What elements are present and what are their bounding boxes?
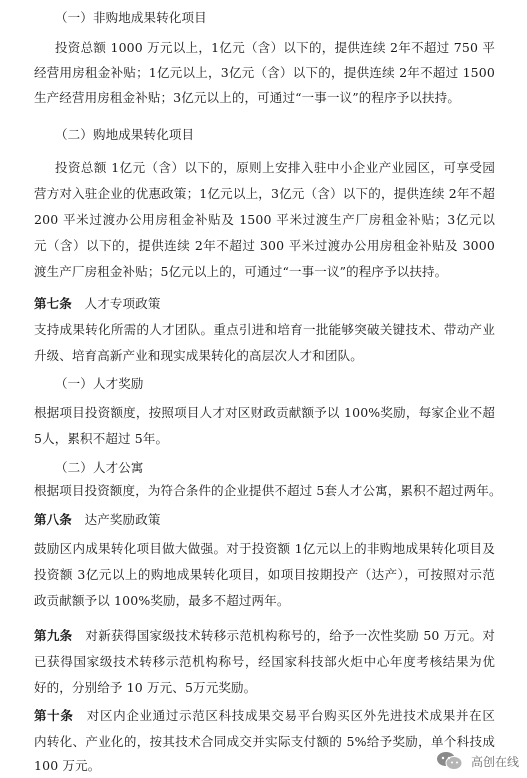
- article-number: 第十条: [34, 708, 74, 723]
- text-line: [34, 90, 460, 106]
- article-line: [34, 628, 495, 644]
- line-text: 好的，分别给予 10 万元、5万元奖励。: [34, 680, 257, 695]
- text-line: [34, 734, 495, 750]
- line-text: 元（含）以下的，提供连续 2年不超过 300 平米过渡办公用房租金补贴及 3000: [34, 238, 495, 253]
- line-text: 投资额 3亿元以上的购地成果转化项目，如项目按期投产（达产），可按照对示范: [34, 567, 495, 582]
- article-line: [34, 296, 161, 312]
- article-line: [34, 708, 495, 724]
- text-line: [34, 593, 290, 609]
- wechat-icon: [435, 750, 465, 772]
- line-text: 200 平米过渡办公用房租金补贴及 1500 平米过渡生产厂房租金补贴；3亿元以: [34, 212, 495, 227]
- line-text: 达产奖励政策: [84, 512, 161, 527]
- line-text: （二）人才公寓: [55, 460, 144, 475]
- text-line: [34, 758, 100, 774]
- line-text: （一）非购地成果转化项目: [55, 10, 207, 25]
- watermark-text: 高创在线: [470, 754, 519, 769]
- line-text: 已获得国家级技术转移示范机构称号，经国家科技部火炬中心年度考核结果为优: [34, 654, 495, 669]
- line-text: 经营用房租金补贴；1亿元以上，3亿元（含）以下的，提供连续 2年不超过 1500: [34, 65, 495, 80]
- line-text: 对区内企业通过示范区科技成果交易平台购买区外先进技术成果并在区: [86, 708, 495, 723]
- line-text: 根据项目投资额度，按照项目人才对区财政贡献额予以 100%奖励，每家企业不超: [34, 405, 495, 420]
- line-text: 投资总额 1000 万元以上，1亿元（含）以下的，提供连续 2年不超过 750 平: [55, 40, 495, 55]
- text-line: [34, 348, 363, 364]
- article-number: 第九条: [34, 628, 73, 643]
- text-line: [34, 65, 495, 81]
- text-line: [34, 264, 447, 280]
- text-line: [34, 483, 502, 499]
- text-line: [34, 654, 495, 670]
- text-line: [55, 40, 495, 56]
- line-text: （一）人才奖励: [55, 376, 144, 391]
- text-line: [34, 541, 495, 557]
- article-number: 第七条: [34, 296, 72, 311]
- line-text: 对新获得国家级技术转移示范机构称号的，给予一次性奖励 50 万元。对: [85, 628, 495, 643]
- line-text: 5人，累积不超过 5年。: [34, 431, 169, 446]
- watermark: [435, 750, 519, 772]
- text-line: [34, 186, 495, 202]
- article-line: [34, 512, 161, 528]
- text-line: [55, 460, 144, 476]
- line-text: 根据项目投资额度，为符合条件的企业提供不超过 5套人才公寓，累积不超过两年。: [34, 483, 502, 498]
- article-number: 第八条: [34, 512, 72, 527]
- line-text: 支持成果转化所需的人才团队。重点引进和培育一批能够突破关键技术、带动产业: [34, 322, 495, 337]
- line-text: 内转化、产业化的，按其技术合同成交并实际支付额的 5%给予奖励，单个科技成: [34, 734, 495, 749]
- text-line: [34, 322, 495, 338]
- line-text: 渡生产厂房租金补贴；5亿元以上的，可通过“一事一议”的程序予以扶持。: [34, 264, 448, 279]
- text-line: [34, 405, 495, 421]
- line-text: 投资总额 1亿元（含）以下的，原则上安排入驻中小企业产业园区，可享受园: [55, 160, 495, 175]
- text-line: [55, 127, 194, 143]
- line-text: 营方对入驻企业的优惠政策；1亿元以上，3亿元（含）以下的，提供连续 2年不超: [34, 186, 495, 201]
- line-text: 鼓励区内成果转化项目做大做强。对于投资额 1亿元以上的非购地成果转化项目及: [34, 541, 495, 556]
- line-text: 人才专项政策: [84, 296, 161, 311]
- line-text: 升级、培育高新产业和现实成果转化的高层次人才和团队。: [34, 348, 363, 363]
- line-text: （二）购地成果转化项目: [55, 127, 195, 142]
- text-line: [55, 376, 144, 392]
- line-text: 100 万元。: [34, 758, 101, 773]
- line-text: 生产经营用房租金补贴；3亿元以上的，可通过“一事一议”的程序予以扶持。: [34, 90, 460, 105]
- text-line: [55, 10, 207, 26]
- text-line: [34, 212, 495, 228]
- text-line: [34, 238, 495, 254]
- text-line: [34, 680, 256, 696]
- text-line: [55, 160, 495, 176]
- text-line: [34, 567, 495, 583]
- line-text: 政贡献额予以 100%奖励，最多不超过两年。: [34, 593, 290, 608]
- text-line: [34, 431, 168, 447]
